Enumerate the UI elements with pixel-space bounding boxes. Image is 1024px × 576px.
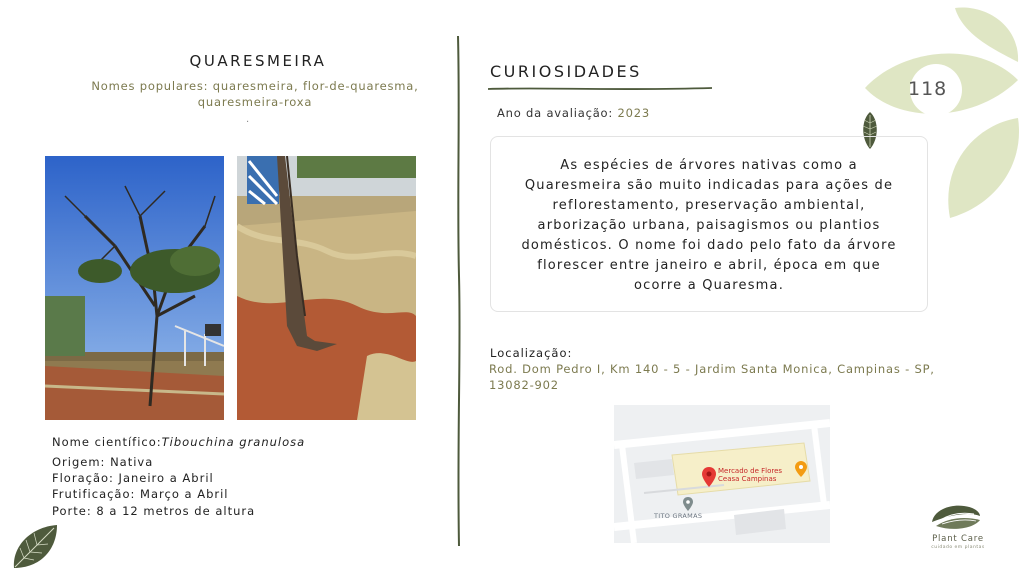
map-pin-label-line-1: Mercado de Flores [718,467,783,475]
page-number: 118 [908,78,948,100]
location-label: Localização: [490,346,573,360]
popular-names-line-1: Nomes populares: quaresmeira, flor-de-quaresma, [91,79,419,93]
brand-tagline: cuidado em plantas [931,545,985,550]
origin-text: Origem: Nativa [52,455,154,469]
scientific-name: Tibouchina granulosa [161,435,306,449]
curiosity-line: Quaresmeira são muito indicadas para ações de [524,178,894,193]
leaf-top [955,8,1018,62]
address-line-2: 13082-902 [489,377,559,392]
size-text: Porte: 8 a 12 metros de altura [52,504,256,518]
map-pin-label-line-2: Ceasa Campinas [718,475,777,483]
year-value: 2023 [617,106,651,120]
brand-name: Plant Care [932,534,984,544]
map-pin-label [718,467,782,483]
map-place-label: TITO GRAMAS [654,512,703,520]
map-pin-icon[interactable] [702,467,716,487]
curiosity-line: domésticos. O nome foi dado pelo fato da árvore [521,238,897,253]
separator-dot: . [246,114,250,125]
bottom-leaf-icon [10,522,60,570]
scientific-name-row [52,435,305,449]
curiosity-line: arborização urbana, paisagismos ou plantios [537,218,881,233]
map-place-icon [683,497,693,511]
curiosities-text [496,156,922,296]
plant-title: QUARESMEIRA [189,52,327,70]
address-line-1: Rod. Dom Pedro I, Km 140 - 5 - Jardim Santa Monica, Campinas - SP, [489,362,935,376]
tree-photo-trunk [237,156,416,420]
vertical-divider [455,36,463,546]
popular-names [60,78,450,110]
curiosity-line: reflorestamento, preservação ambiental, [552,198,866,213]
leaf-bottom [948,118,1019,218]
curiosity-line: florescer entre janeiro e abril, época em que [537,258,881,273]
map-food-icon [795,461,807,477]
curiosities-heading: CURIOSIDADES [490,62,642,81]
popular-names-line-2: quaresmeira-roxa [197,95,313,109]
year-label: Ano da avaliação: [497,106,614,120]
evaluation-year [497,106,650,120]
curiosity-line: As espécies de árvores nativas como a [560,158,858,173]
scientific-name-label: Nome científico: [52,435,162,449]
flowering-text: Floração: Janeiro a Abril [52,471,214,485]
heading-underline [488,86,712,92]
curiosity-line: ocorre a Quaresma. [633,278,785,293]
location-address [489,362,959,393]
brand-logo-icon [930,502,982,532]
location-map[interactable] [614,405,830,543]
fruiting-text: Frutificação: Março a Abril [52,487,229,501]
tree-photo-full [45,156,224,420]
